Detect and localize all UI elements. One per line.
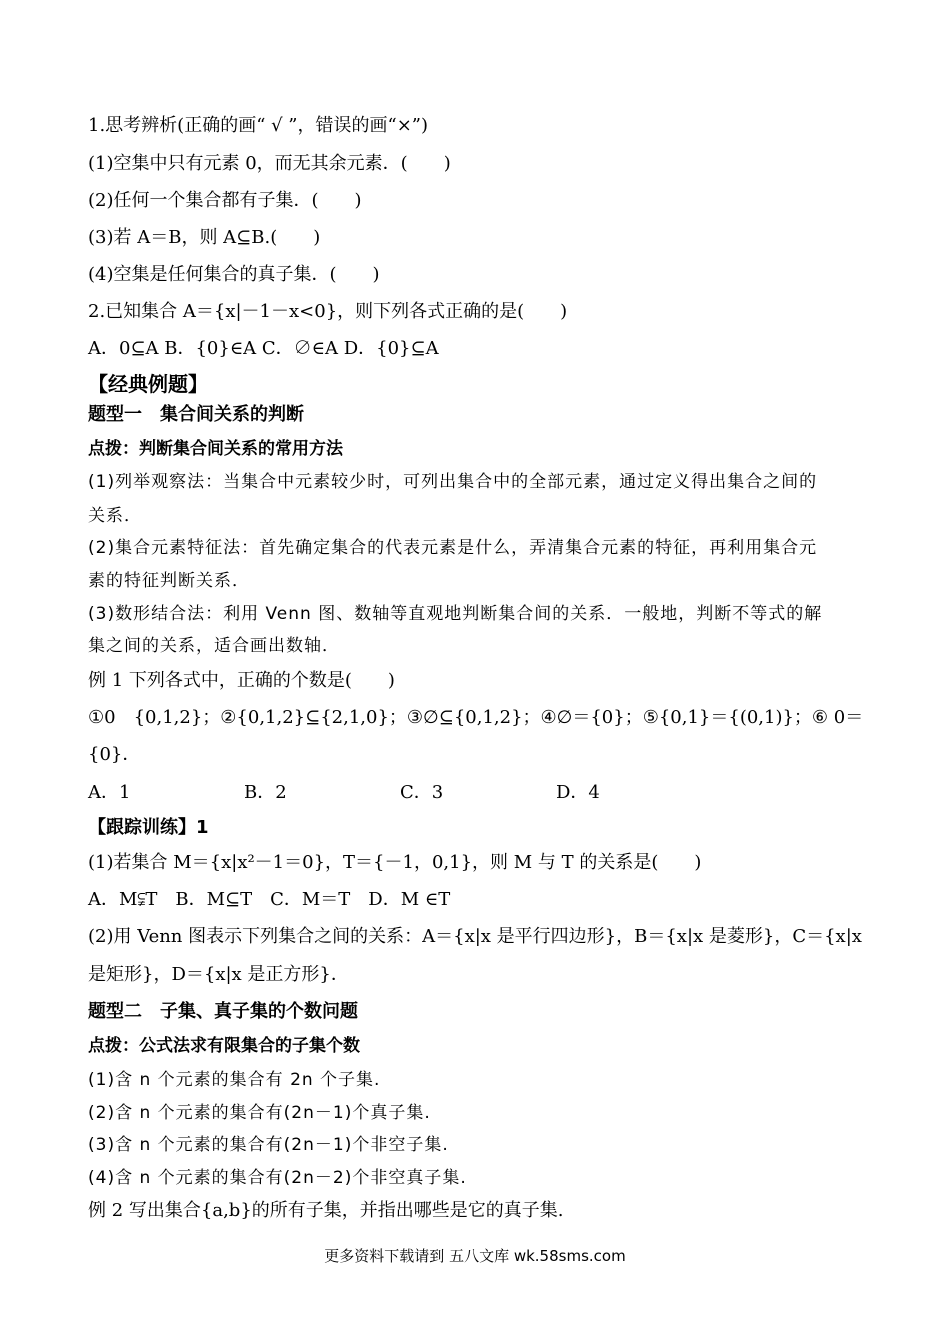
type2-formula-4: (4)含 n 个元素的集合有(2n－2)个非空真子集. [88,1168,467,1188]
practice1-q2a: (2)用 Venn 图表示下列集合之间的关系：A＝{x|x 是平行四边形}，B＝{x|x 是菱形}，C＝{x|x [88,926,862,947]
example1-line-1: ①0 {0,1,2}；②{0,1,2}⊆{2,1,0}；③∅⊆{0,1,2}；④∅＝{0}；⑤{0,1}＝{(0,1)}；⑥ 0＝ [88,707,864,728]
type1-method-2a: (2)集合元素特征法：首先确定集合的代表元素是什么，弄清集合元素的特征，再利用集合元 [88,538,818,558]
q1-item-2: (2)任何一个集合都有子集．( ) [88,190,362,211]
type1-method-2b: 素的特征判断关系． [88,571,250,591]
practice1-title: 【跟踪训练】1 [88,817,209,838]
example1-option-c: C．3 [400,782,444,803]
type2-formula-1: (1)含 n 个元素的集合有 2n 个子集. [88,1070,381,1090]
q2-stem: 2.已知集合 A＝{x|－1－x<0}，则下列各式正确的是( ) [88,301,568,322]
type1-method-1b: 关系． [88,506,142,526]
practice1-q1-options: A．M⫋T B．M⊆T C．M＝T D．M ∈T [88,889,451,910]
q1-item-3: (3)若 A＝B，则 A⊆B.( ) [88,227,321,248]
q1-item-1: (1)空集中只有元素 0，而无其余元素．( ) [88,153,451,174]
q1-title: 1.思考辨析(正确的画“ √ ”，错误的画“×”) [88,115,429,136]
example1-options [88,781,862,805]
example2: 例 2 写出集合{a,b}的所有子集，并指出哪些是它的真子集. [88,1200,564,1221]
type1-title: 题型一 集合间关系的判断 [88,404,304,425]
practice1-q1: (1)若集合 M＝{x|x²－1＝0}，T＝{－1，0,1}，则 M 与 T 的关系是( ) [88,852,702,873]
q1-item-4: (4)空集是任何集合的真子集．( ) [88,264,380,285]
example1-option-d: D．4 [556,782,600,803]
type1-method-3a: (3)数形结合法：利用 Venn 图、数轴等直观地判断集合间的关系．一般地，判断不等式的解 [88,604,823,624]
type1-method-3b: 集之间的关系，适合画出数轴． [88,636,340,656]
type1-method-1a: (1)列举观察法：当集合中元素较少时，可列出集合中的全部元素，通过定义得出集合之间的 [88,472,818,492]
section-title: 【经典例题】 [88,372,208,396]
practice1-q2b: 是矩形}，D＝{x|x 是正方形}． [88,964,349,985]
type2-formula-3: (3)含 n 个元素的集合有(2n－1)个非空子集. [88,1135,449,1155]
example1-option-a: A．1 [88,782,131,803]
type1-tip: 点拨：判断集合间关系的常用方法 [88,439,343,459]
type2-formula-2: (2)含 n 个元素的集合有(2n－1)个真子集. [88,1103,431,1123]
example1-option-b: B．2 [244,782,287,803]
type2-tip: 点拨：公式法求有限集合的子集个数 [88,1036,360,1056]
footer-text: 更多资料下载请到 五八文库 wk.58sms.com [324,1247,626,1265]
example1-line-2: {0}． [88,744,141,765]
example1-stem: 例 1 下列各式中，正确的个数是( ) [88,670,395,691]
q2-options: A．0⊆A B．{0}∈A C．∅∈A D．{0}⊆A [88,338,439,359]
type2-title: 题型二 子集、真子集的个数问题 [88,1001,358,1022]
